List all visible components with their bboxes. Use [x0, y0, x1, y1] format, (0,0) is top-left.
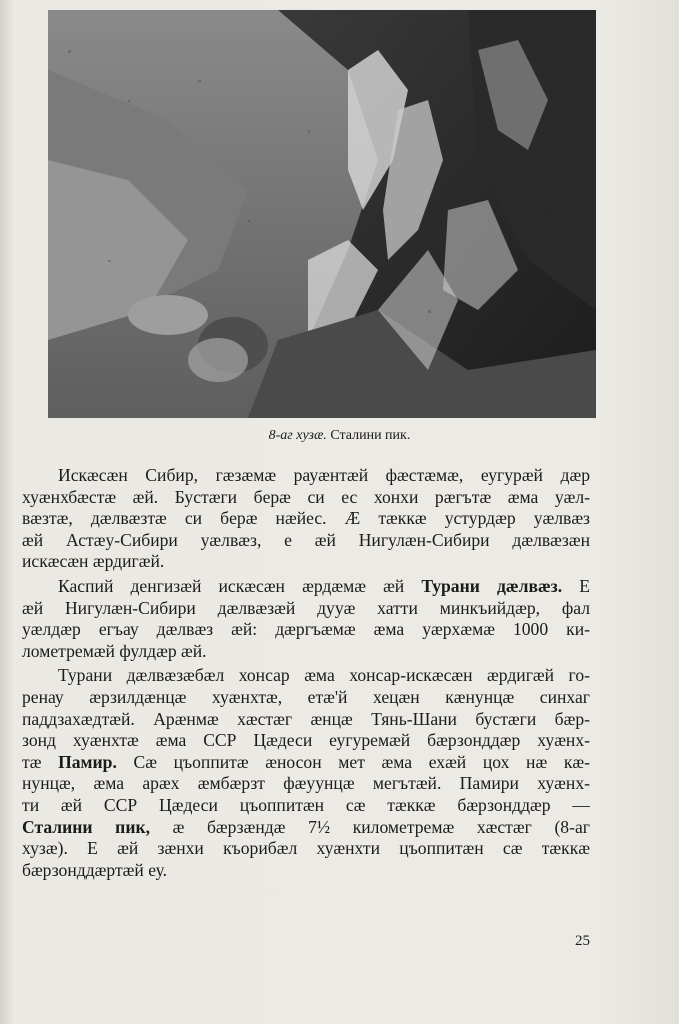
paragraph-2	[22, 576, 590, 662]
text-line: хузæ). Е æй зæнхи къорибæл хуæнхти цъоппитæн сæ тæккæ	[22, 838, 590, 859]
term-turan-lowland: Турани дæлвæз.	[421, 575, 563, 596]
text-line: æй Астæу-Сибири уæлвæз, е æй Нигулæн-Сибири дæлвæзæн	[22, 529, 590, 550]
text-span: Е	[562, 575, 590, 596]
text-line: Искæсæн Сибир, гæзæмæ рауæнтæй фæстæмæ, еугурæй дæр	[58, 465, 590, 485]
figure-caption	[0, 428, 679, 444]
term-stalin-peak: Сталини пик,	[22, 816, 150, 837]
body-text	[22, 465, 590, 884]
text-line: зонд хуæнхтæ æма ССР Цæдеси еугуремæй бæрзонддæр хуæнх-	[22, 730, 590, 751]
caption-number: 8-аг хузæ.	[268, 428, 327, 443]
term-pamir: Памир.	[58, 751, 117, 772]
mountain-image	[48, 10, 596, 418]
text-line: æй Нигулæн-Сибири дæлвæзæй дууæ хатти минкъийдæр, фал	[22, 597, 590, 618]
text-line: искæсæн æрдигæй.	[22, 551, 165, 572]
text-line: ренау æрзилдæнцæ хуæнхтæ, етæ'й хецæн кæнунцæ синхаг	[22, 686, 590, 707]
text-line: ти æй ССР Цæдеси цъоппитæн сæ тæккæ бæрзонддæр —	[22, 794, 590, 815]
text-line: вæзтæ, дæлвæзтæ си бeрæ нæйес. Æ тæккæ устурдæр уæлвæз	[22, 508, 590, 529]
text-line: бæрзонддæртæй еу.	[22, 859, 168, 880]
text-line: хуæнхбæстæ æй. Бустæги бeрæ си ес хонхи рæгътæ æма уæл-	[22, 486, 590, 507]
paragraph-3	[22, 665, 590, 881]
caption-title: Сталини пик.	[330, 428, 411, 443]
text-line: нунцæ, æма арæх æмбæрзт фæуунцæ мегътæй. Памири хуæнх-	[22, 773, 590, 794]
text-line	[22, 576, 590, 598]
text-span: тæ	[22, 751, 59, 772]
text-line: уæлдæр егъау дæлвæз æй: дæргъæмæ æма уæрхæмæ 1000 ки-	[22, 619, 590, 640]
text-line: Турани дæлвæзæбæл хонсар æма хонсар-искæсæн æрдигæй го-	[58, 665, 590, 686]
text-line: паддзахæдтæй. Арæнмæ хæстæг æнцæ Тянь-Шани бустæги бæр-	[22, 708, 590, 729]
text-span: Каспий денгизæй искæсæн æрдæмæ æй	[58, 575, 422, 596]
text-span: Сæ цъоппитæ æносон мет æма ехæй цох нæ кæ-	[116, 751, 590, 772]
mountain-photo	[48, 10, 596, 418]
text-line	[22, 817, 590, 839]
text-line: лометремæй фулдæр æй.	[22, 640, 207, 661]
page-number: 25	[575, 933, 590, 949]
paragraph-1	[22, 465, 590, 573]
text-line	[22, 752, 590, 774]
text-span: æ бæрзæндæ 7½ километремæ хæстæг (8-аг	[150, 816, 590, 837]
